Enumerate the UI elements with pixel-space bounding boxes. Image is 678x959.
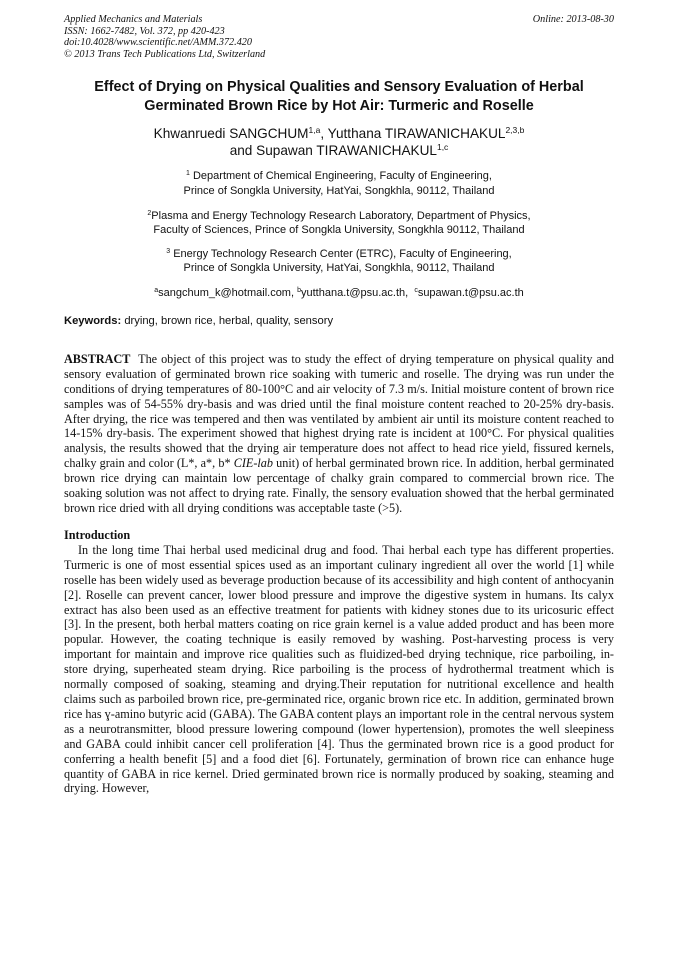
abstract-italic-term: CIE-lab [233, 456, 273, 471]
email-address: yutthana.t@psu.ac.th, [301, 286, 409, 299]
journal-issn: ISSN: 1662-7482, Vol. 372, pp 420-423 [64, 25, 225, 37]
journal-name: Applied Mechanics and Materials [64, 14, 203, 25]
affiliation-line: Prince of Songkla University, HatYai, Songkhla, 90112, Thailand [183, 184, 495, 197]
keywords [64, 314, 614, 328]
introduction-text: In the long time Thai herbal used medicinal drug and food. Thai herbal each type has different properties. Turmeric is one of most essential spices used as an important culinary ingredient all over the world [1] while roselle has been widely used as beverage production because of its accessibility and high content of anthocyanin [2]. Roselle can prevent cancer, lower blood pressure and improve the digestive system in humans. Its calyx extract has also been used as an effective treatment for patients with kidney stones due to its uricosuric effect [3]. In the present, both herbal matters coating on rice grain kernel is a value added product and has been more popular. However, the coating technique is easily removed by washing. Post-harvesting process is very important for maintain and improve rice qualities such as fluidized-bed drying technique, rice parboiling, in-store drying, superheated steam drying. Rice parboiling is the process of hydrothermal treatment which is normally composed of soaking, steaming and drying.Their reputation for nutritional excellence and health claims such as parboiled brown rice, pre-germinated rice, organic brown rice etc. In addition, germinated brown rice has ɣ-amino butyric acid (GABA). The GABA content plays an important role in the central nervous system as a neurotransmitter, blood pressure lowering compound (lower hypertension), promotes the well sleepiness and GABA could inhibit cancer cell proliferation [4]. Thus the germinated brown rice is a good product for conferring a health benefit [5] and a food diet [6]. Fortunately, germination of brown rice can enhance huge quantity of GABA in rice kernel. Dried germinated brown rice is normally produced by soaking, steaming and drying. However, [64, 542, 614, 796]
abstract-label: ABSTRACT [64, 351, 131, 366]
keywords-label: Keywords: [64, 314, 122, 327]
affiliation-3 [64, 247, 614, 276]
author-line-2 [64, 142, 614, 159]
author-list [64, 125, 614, 159]
author-separator: , [320, 126, 328, 142]
affiliation-line: Energy Technology Research Center (ETRC), Faculty of Engineering, [173, 247, 512, 260]
online-date: Online: 2013-08-30 [532, 14, 614, 25]
author-conjunction: and [229, 143, 257, 159]
journal-doi: doi:10.4028/www.scientific.net/AMM.372.420 [64, 37, 252, 49]
affiliation-line: Department of Chemical Engineering, Faculty of Engineering, [192, 170, 492, 183]
affiliation-line: Faculty of Sciences, Prince of Songkla University, Songkhla 90112, Thailand [153, 224, 525, 237]
email-marker: b [297, 286, 301, 294]
abstract [64, 352, 614, 516]
affiliation-line: Plasma and Energy Technology Research Laboratory, Department of Physics, [151, 209, 531, 222]
abstract-text: The object of this project was to study the effect of drying temperature on physical quality and sensory evaluation of germinated brown rice soaking with tumeric and roselle. The drying was run under the conditions of drying temperatures of 80-100°C and air velocity of 7.3 m/s. Initial moisture content of brown rice samples was of 54-55% dry-basis and was dried until the final moisture content reached to 20-25% dry-basis. After drying, the rice was tempered and then was ventilated by ambient air until its moisture content reached to 14-15% dry-basis. The experiment showed that highest drying rate is incident at 100°C. For physical qualities analysis, the results showed that the drying air temperature does not affect to head rice yield, fissured kernels, chalky grain and color (L*, a*, b* [64, 351, 614, 471]
affiliation-marker: 3 [166, 247, 171, 255]
author-affiliation-marker: 2,3,b [505, 125, 525, 136]
author-emails [64, 286, 614, 300]
journal-copyright: © 2013 Trans Tech Publications Ltd, Switzerland [64, 48, 266, 60]
introduction-heading: Introduction [64, 527, 131, 542]
affiliation-line: Prince of Songkla University, HatYai, Songkhla, 90112, Thailand [183, 262, 495, 275]
email-marker: c [414, 286, 418, 294]
affiliation-1 [64, 169, 614, 198]
email-marker: a [154, 286, 159, 294]
author-name: Khwanruedi SANGCHUM [153, 126, 309, 142]
keywords-text: drying, brown rice, herbal, quality, sensory [124, 314, 334, 327]
abstract-text: unit) of herbal germinated brown rice. In addition, herbal germinated brown rice drying can maintain low percentage of chalky grain compared to commercial brown rice. The soaking solution was not affect to drying rate. Finally, the sensory evaluation showed that the herbal germinated brown rice dried with all drying conditions was acceptable taste (>5). [64, 456, 614, 515]
author-affiliation-marker: 1,a [308, 125, 321, 136]
email-address: supawan.t@psu.ac.th [417, 286, 524, 299]
journal-header [64, 14, 614, 60]
affiliation-marker: 1 [186, 170, 190, 178]
paper-title: Effect of Drying on Physical Qualities and Sensory Evaluation of Herbal Germinated Brown Rice by Hot Air: Turmeric and Roselle [94, 79, 584, 114]
author-line-1 [64, 125, 614, 142]
affiliation-marker: 2 [147, 209, 152, 217]
affiliation-2 [64, 209, 614, 238]
author-name: Supawan TIRAWANICHAKUL [256, 143, 437, 159]
email-address: sangchum_k@hotmail.com, [158, 286, 295, 299]
author-name: Yutthana TIRAWANICHAKUL [327, 126, 506, 142]
author-affiliation-marker: 1,c [436, 142, 449, 153]
